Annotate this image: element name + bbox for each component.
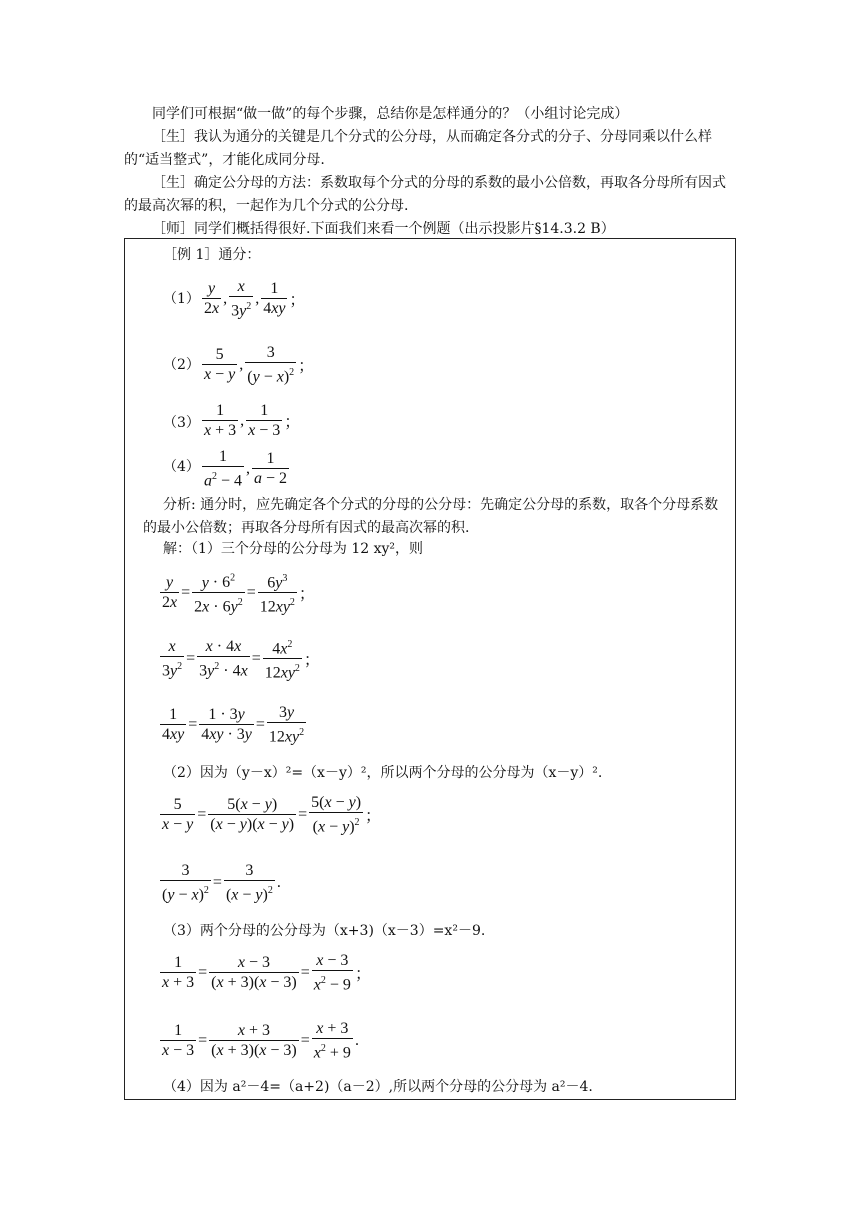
solution-3-eq-b: $\frac{1}{x - 3}$ = $\frac{x + 3}{(x + 3)(x - 3)}$ = $\frac{x + 3}{x^2 + 9}$ .: [162, 1020, 359, 1062]
intro-paragraph-3: ［生］确定公分母的方法：系数取每个分式的分母的系数的最小公倍数，再取各分母所有因式的最高次幂的积，一起作为几个分式的公分母.: [124, 175, 726, 214]
solution-1-eq-c: $\frac{1}{4xy}$ = $\frac{1 \cdot 3y}{4xy \cdot 3y}$ = $\frac{3y}{12xy^2}$: [162, 704, 305, 746]
solution-3-intro: （3）两个分母的公分母为（x+3)（x－3）=x²－9.: [163, 923, 486, 939]
question-1-label: （1）: [163, 291, 200, 307]
example-box: [124, 238, 736, 1100]
intro-paragraph-2: ［生］我认为通分的关键是几个分式的公分母，从而确定各分式的分子、分母同乘以什么样的“适当整式”，才能化成同分母.: [124, 129, 712, 168]
example-title: ［例 1］通分：: [163, 247, 261, 263]
question-2-label: （2）: [163, 357, 200, 373]
intro-paragraph-4: ［师］同学们概括得很好.下面我们来看一个例题（出示投影片§14.3.2 B）: [152, 221, 615, 237]
solution-1-intro: 解：（1）三个分母的公分母为 12 xy²，则: [163, 541, 424, 557]
intro-paragraph-1: 同学们可根据“做一做”的每个步骤，总结你是怎样通分的？（小组讨论完成）: [152, 106, 629, 122]
solution-4-intro: （4）因为 a²－4=（a+2)（a－2）,所以两个分母的公分母为 a²－4.: [163, 1079, 593, 1095]
analysis-text: 分析: 通分时，应先确定各个分式的分母的公分母：先确定公分母的系数，取各个分母系数的最小公倍数；再取各分母所有因式的最高次幂的积.: [143, 497, 719, 536]
question-3-label: （3）: [163, 415, 200, 431]
solution-2-eq-b: $\frac{3}{(y - x)^2}$ = $\frac{3}{(x - y)^2}$ .: [162, 862, 281, 904]
question-4-formula: $\frac{1}{a^2 - 4}$ , $\frac{1}{a - 2}$: [204, 448, 288, 490]
solution-2-eq-a: $\frac{5}{x - y}$ = $\frac{5(x - y)}{(x - y)(x - y)}$ = $\frac{5(x - y)}{(x - y)^2}$ ；: [162, 794, 382, 836]
question-2-formula: $\frac{5}{x - y}$ , $\frac{3}{(y - x)^2}$ ；: [204, 344, 315, 386]
solution-1-eq-a: $\frac{y}{2x}$ = $\frac{y \cdot 6^2}{2x \cdot 6y^2}$ = $\frac{6y^3}{12xy^2}$ ；: [159, 569, 316, 617]
question-3-formula: $\frac{1}{x + 3}$ , $\frac{1}{x - 3}$ ；: [204, 402, 301, 439]
question-4-label: （4）: [163, 459, 200, 475]
question-1-formula: $\frac{y}{2x}$ , $\frac{x}{3y^2}$ , $\frac{1}{4xy}$ ；: [204, 278, 306, 320]
solution-2-intro: （2）因为（y－x）²=（x－y）²，所以两个分母的公分母为（x－y）².: [163, 765, 603, 781]
solution-1-eq-b: $\frac{x}{3y^2}$ = $\frac{x \cdot 4x}{3y^2 \cdot 4x}$ = $\frac{4x^2}{12xy^2}$ ；: [159, 635, 321, 683]
solution-3-eq-a: $\frac{1}{x + 3}$ = $\frac{x - 3}{(x + 3)(x - 3)}$ = $\frac{x - 3}{x^2 - 9}$ ；: [162, 952, 371, 994]
